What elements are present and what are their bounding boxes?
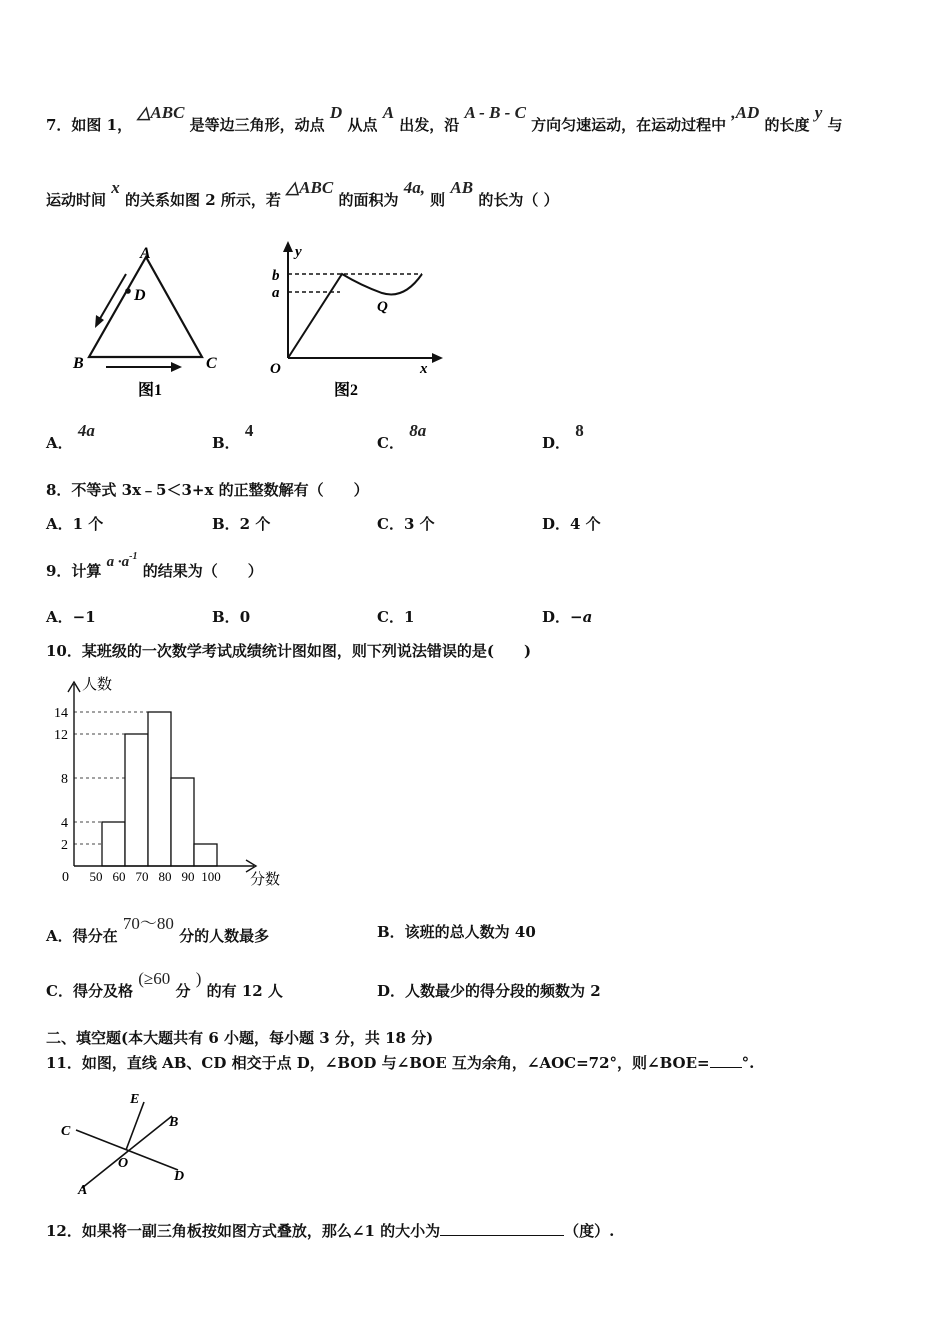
q10-option-a-letter: A． xyxy=(46,927,73,945)
chart-xtick-50: 50 xyxy=(89,869,103,884)
q11-text-1: 11．如图，直线 AB、CD 相交于点 D，∠BOD 与∠BOE 互为余角，∠AOC=72°，则∠BOE= xyxy=(46,1054,710,1072)
q7-text-10: 的面积为 xyxy=(338,191,399,209)
chart-bar-70-80 xyxy=(148,712,171,866)
q7-option-b[interactable] xyxy=(212,421,254,453)
q7-option-b-value: 4 xyxy=(244,421,254,440)
q7-figure-2 xyxy=(262,238,452,402)
label-q: Q xyxy=(377,299,388,315)
chart-bar-90-100 xyxy=(194,844,217,866)
label-a: A xyxy=(140,245,151,262)
q10-option-a-range: 70～80 xyxy=(122,914,174,933)
q7-text-11: 则 xyxy=(430,191,446,209)
q10-option-c-math-2: ) xyxy=(195,969,202,988)
q9-option-c[interactable] xyxy=(377,606,414,627)
q7-figure-1 xyxy=(64,242,234,402)
q9-option-d-letter: D． xyxy=(542,608,571,626)
q11-answer-blank[interactable] xyxy=(710,1067,742,1068)
line-ab xyxy=(82,1116,172,1188)
q9-option-a[interactable] xyxy=(46,606,96,627)
y-axis-arrow xyxy=(283,241,293,252)
q9-option-b-letter: B． xyxy=(212,608,240,626)
q9-expr: a ·a xyxy=(106,554,130,570)
label-o: O xyxy=(118,1156,129,1171)
q12-text-2: （度）. xyxy=(564,1222,615,1240)
label-b-tick: b xyxy=(272,268,280,284)
label-d: D xyxy=(174,1169,185,1184)
q7-line1 xyxy=(46,103,843,135)
chart-bar-50-60 xyxy=(102,822,125,866)
q9-text-1: 9．计算 xyxy=(46,562,102,580)
label-e: E xyxy=(130,1092,140,1107)
chart-bar-80-90 xyxy=(171,778,194,866)
label-c: C xyxy=(206,355,217,372)
q7-math-d: D xyxy=(329,103,343,122)
q10-option-d[interactable]: D．人数最少的得分段的频数为 2 xyxy=(377,982,601,1000)
label-y: y xyxy=(295,244,302,260)
section-2-heading: 二、填空题(本大题共有 6 小题，每小题 3 分，共 18 分) xyxy=(46,1029,434,1047)
label-a-tick: a xyxy=(272,285,280,301)
q9-stem xyxy=(46,551,263,581)
q10-option-b[interactable]: B．该班的总人数为 40 xyxy=(377,923,536,941)
q7-option-c[interactable] xyxy=(377,421,427,453)
q10-option-c-text-3: 的有 12 人 xyxy=(206,982,283,1000)
q7-math-y: y xyxy=(814,103,823,122)
q10-option-a-text-2: 分的人数最多 xyxy=(179,927,270,945)
q7-math-4a: 4a, xyxy=(403,178,425,197)
q9-option-a-value: −1 xyxy=(72,608,96,626)
q12-text-1: 12．如果将一副三角板按如图方式叠放，那么∠1 的大小为 xyxy=(46,1222,441,1240)
q7-option-a-letter: A． xyxy=(46,434,73,452)
ray-oe xyxy=(126,1102,144,1150)
chart-xlabel: 分数 xyxy=(250,872,281,888)
chart-xtick-90: 90 xyxy=(181,869,195,884)
q7-text-2: 是等边三角形，动点 xyxy=(189,116,325,134)
q7-math-x: x xyxy=(111,178,120,197)
q7-text-9: 的关系如图 2 所示，若 xyxy=(124,191,281,209)
q7-option-c-letter: C． xyxy=(377,434,404,452)
label-d: D xyxy=(134,287,146,304)
arrow-bc-head xyxy=(171,362,182,372)
q9-option-c-value: 1 xyxy=(403,608,415,626)
q9-option-d-value: −a xyxy=(570,608,593,626)
q7-text-8: 运动时间 xyxy=(46,191,107,209)
point-d xyxy=(125,288,131,294)
q7-option-b-letter: B． xyxy=(212,434,240,452)
q11-figure xyxy=(56,1088,206,1202)
q10-option-c-letter: C． xyxy=(46,982,73,1000)
q8-option-b[interactable]: B．2 个 xyxy=(212,515,271,533)
caption-fig2: 图2 xyxy=(334,382,359,399)
q7-text-7: 与 xyxy=(827,116,843,134)
label-a: A xyxy=(78,1183,88,1198)
q10-option-c[interactable] xyxy=(46,969,283,1001)
q9-option-a-letter: A． xyxy=(46,608,73,626)
chart-bar-60-70 xyxy=(125,734,148,866)
q9-exponent: -1 xyxy=(129,551,138,562)
chart-ytick-8: 8 xyxy=(61,772,68,787)
q7-math-ab: AB xyxy=(450,178,474,197)
q9-option-b-value: 0 xyxy=(239,608,251,626)
q7-line2 xyxy=(46,178,559,210)
label-b: B xyxy=(169,1115,179,1130)
q7-option-a[interactable] xyxy=(46,421,95,453)
curve-y xyxy=(288,274,422,358)
q8-option-a[interactable]: A．1 个 xyxy=(46,515,104,533)
q7-text-12: 的长为（ ） xyxy=(478,191,559,209)
q7-text-6: 的长度 xyxy=(764,116,810,134)
label-o: O xyxy=(270,361,281,377)
q7-math-ad: ,AD xyxy=(731,103,760,122)
q7-option-d-value: 8 xyxy=(575,421,584,440)
chart-xtick-100: 100 xyxy=(201,869,221,884)
q9-option-b[interactable] xyxy=(212,606,250,627)
q8-option-d[interactable]: D．4 个 xyxy=(542,515,601,533)
label-b: B xyxy=(73,355,84,372)
q12-stem xyxy=(46,1220,614,1241)
q8-stem: 8．不等式 3x﹣5＜3+x 的正整数解有（ ） xyxy=(46,481,369,499)
x-axis-arrow xyxy=(432,353,443,363)
q10-option-c-text-1: 得分及格 xyxy=(72,982,133,1000)
q7-option-d[interactable] xyxy=(542,421,584,453)
q10-option-c-text-2: 分 xyxy=(175,982,191,1000)
chart-ylabel: 人数 xyxy=(82,677,113,693)
chart-ytick-14: 14 xyxy=(54,706,68,721)
q7-math-triangle-abc: △ABC xyxy=(137,103,185,122)
arrow-ab-head xyxy=(95,315,104,328)
q12-answer-blank[interactable] xyxy=(440,1235,564,1236)
chart-ytick-12: 12 xyxy=(54,728,68,743)
q7-text-5: 方向匀速运动，在运动过程中 xyxy=(531,116,727,134)
caption-fig1: 图1 xyxy=(138,382,163,399)
q10-option-a-text-1: 得分在 xyxy=(72,927,118,945)
q9-option-d[interactable] xyxy=(542,606,592,627)
q10-option-a[interactable] xyxy=(46,914,270,946)
q7-text-3: 从点 xyxy=(347,116,378,134)
q7-math-path: A - B - C xyxy=(464,103,526,122)
q11-text-2: °. xyxy=(741,1054,755,1072)
q7-text-1: 7．如图 1， xyxy=(46,116,133,134)
q7-option-d-letter: D． xyxy=(542,434,571,452)
chart-ytick-2: 2 xyxy=(61,838,68,853)
q8-option-c[interactable]: C．3 个 xyxy=(377,515,435,533)
chart-ytick-4: 4 xyxy=(61,816,68,831)
q7-math-a: A xyxy=(382,103,395,122)
chart-origin-label: 0 xyxy=(62,870,69,885)
label-c: C xyxy=(61,1124,71,1139)
q9-text-2: 的结果为（ ） xyxy=(142,562,263,580)
q7-math-triangle-abc-2: △ABC xyxy=(286,178,334,197)
q10-option-c-math-1: (≥60 xyxy=(138,969,171,988)
q7-option-a-value: 4a xyxy=(77,421,95,440)
q10-histogram xyxy=(40,672,300,890)
chart-xtick-70: 70 xyxy=(135,869,149,884)
q7-text-4: 出发，沿 xyxy=(399,116,460,134)
q10-stem: 10．某班级的一次数学考试成绩统计图如图，则下列说法错误的是( ) xyxy=(46,642,532,660)
q11-stem xyxy=(46,1052,754,1073)
chart-xtick-80: 80 xyxy=(158,869,172,884)
q9-option-c-letter: C． xyxy=(377,608,404,626)
chart-xtick-60: 60 xyxy=(112,869,126,884)
q7-option-c-value: 8a xyxy=(409,421,427,440)
label-x: x xyxy=(420,361,428,377)
